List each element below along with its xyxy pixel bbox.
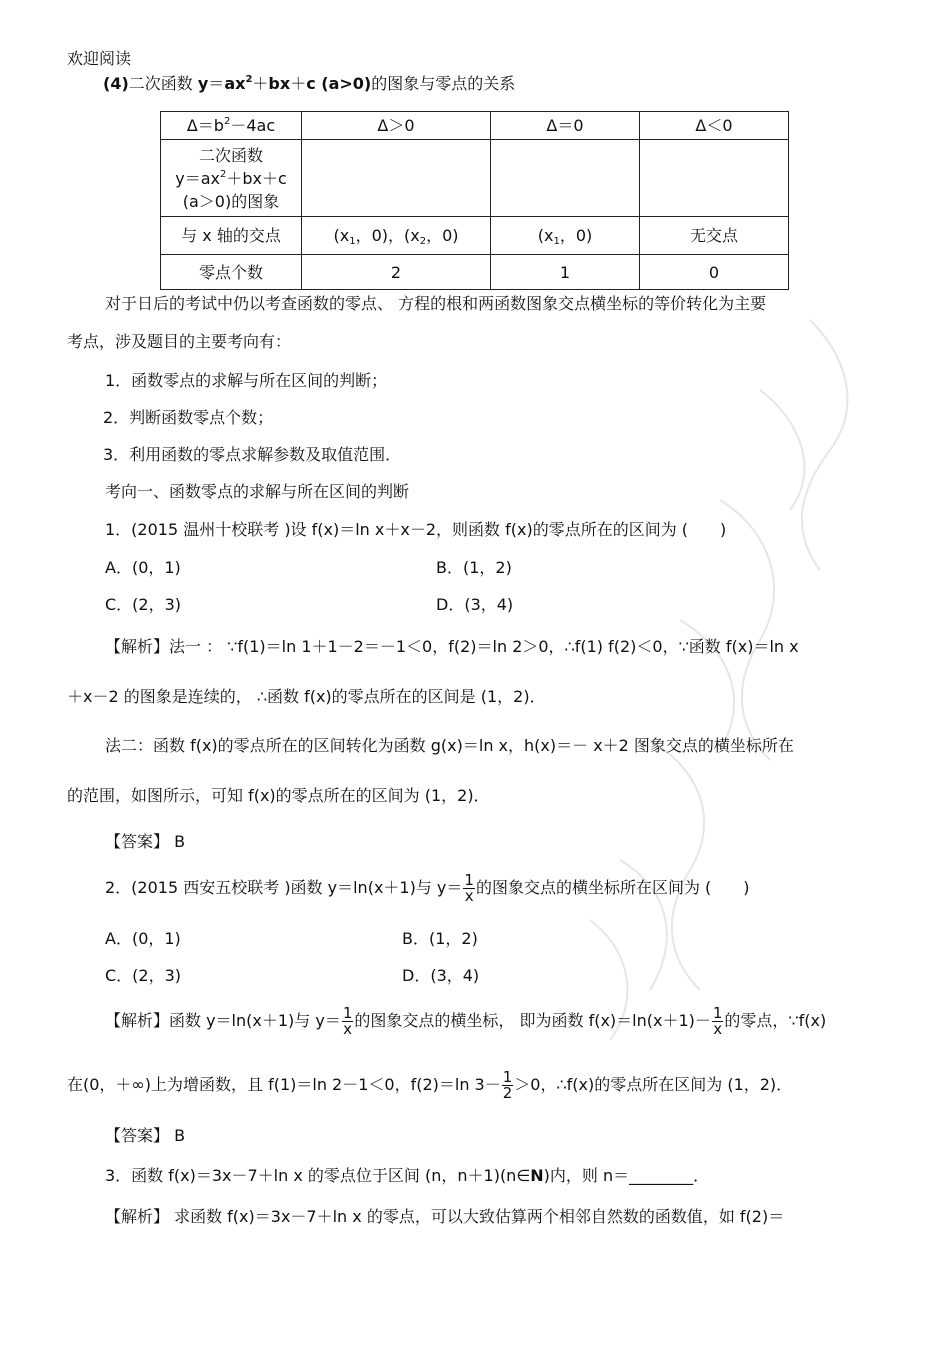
table-cell-count-zero: 1 bbox=[491, 255, 640, 290]
table-cell-intersection-negative: 无交点 bbox=[640, 217, 789, 255]
q2-stem: 2．(2015 西安五校联考 )函数 y＝ln(x＋1)与 y＝ $\frac{1}{x}$ 的图象交点的横坐标所在区间为 ( ) bbox=[105, 871, 750, 905]
table-cell-intersection-zero: ($x_1$，0) bbox=[491, 217, 640, 255]
fraction: $\frac{1}{x}$ bbox=[342, 1004, 353, 1038]
table-row bbox=[161, 255, 789, 290]
q1-option-b: B．(1，2) bbox=[436, 558, 512, 577]
table-header-negative: Δ＜0 bbox=[640, 112, 789, 140]
table-cell-graph-negative bbox=[640, 140, 789, 217]
q2-option-b: B．(1，2) bbox=[402, 929, 478, 948]
formula-y: y bbox=[197, 74, 209, 93]
q1-solution-line-3: 法二：函数 f(x)的零点所在的区间转化为函数 g(x)＝ln x，h(x)＝－ x＋2 图象交点的横坐标所在 bbox=[105, 736, 794, 755]
q2-option-d: D．(3，4) bbox=[402, 966, 480, 985]
table-header-delta: $\Delta=b^2-4ac$ bbox=[161, 112, 302, 140]
table-cell-graph-positive bbox=[302, 140, 491, 217]
discriminant-table bbox=[160, 111, 789, 290]
q3-solution: 【解析】 求函数 f(x)＝3x－7＋ln x 的零点，可以大致估算两个相邻自然数的函数值，如 f(2)＝ bbox=[105, 1207, 785, 1226]
q2-option-c: C．(2，3) bbox=[105, 966, 182, 985]
table-row bbox=[161, 112, 789, 140]
table-cell-count-negative: 0 bbox=[640, 255, 789, 290]
q1-solution-line-1: 【解析】法一 ： ∵f(1)＝ln 1＋1－2＝－1＜0，f(2)＝ln 2＞0，∴f(1) f(2)＜0，∵函数 f(x)＝ln x bbox=[105, 637, 799, 656]
q2-solution-line-2: 在(0，＋∞)上为增函数，且 f(1)＝ln 2－1＜0，f(2)＝ln 3－ $\frac{1}{2}$ ＞0，∴f(x)的零点所在区间为 (1，2)． bbox=[67, 1068, 793, 1102]
q3-stem: 3．函数 f(x)＝3x－7＋ln x 的零点位于区间 (n，n＋1)(n∈N)内，则 n＝________． bbox=[105, 1166, 710, 1185]
table-cell-graph-label: 二次函数 $y=ax^2+bx+c$ (a＞0)的图象 bbox=[161, 140, 302, 217]
formula-eq: ＝ bbox=[208, 74, 225, 93]
q2-answer: 【答案】 B bbox=[105, 1126, 186, 1145]
table-row bbox=[161, 217, 789, 255]
formula-ax: ax bbox=[224, 74, 246, 93]
section-title bbox=[103, 74, 515, 94]
q1-answer: 【答案】 B bbox=[105, 832, 186, 851]
q1-option-d: D．(3，4) bbox=[436, 595, 514, 614]
table-cell-intersection-label: 与 x 轴的交点 bbox=[161, 217, 302, 255]
q2-solution-line-1: 【解析】函数 y＝ln(x＋1)与 y＝ $\frac{1}{x}$ 的图象交点的横坐标， 即为函数 f(x)＝ln(x＋1)－ $\frac{1}{x}$ 的零点，∵f(x) bbox=[105, 1004, 827, 1038]
q1-solution-line-2: ＋x－2 的图象是连续的， ∴函数 f(x)的零点所在的区间是 (1，2)． bbox=[67, 687, 546, 706]
formula-c: c (a>0) bbox=[306, 74, 372, 93]
formula-plus2: ＋ bbox=[290, 74, 307, 93]
table-cell-intersection-positive: ($x_1$，0)，($x_2$，0) bbox=[302, 217, 491, 255]
direction-heading: 考向一、函数零点的求解与所在区间的判断 bbox=[105, 482, 410, 501]
fraction: $\frac{1}{2}$ bbox=[502, 1068, 513, 1102]
header-welcome: 欢迎阅读 bbox=[67, 49, 132, 68]
q1-option-a: A．(0，1) bbox=[105, 558, 181, 577]
section-text1: 二次函数 bbox=[128, 74, 198, 93]
table-cell-graph-zero bbox=[491, 140, 640, 217]
q1-stem: 1．(2015 温州十校联考 )设 f(x)＝ln x＋x－2，则函数 f(x)的零点所在的区间为 ( ) bbox=[105, 520, 727, 539]
list-item: 2．判断函数零点个数； bbox=[103, 408, 274, 427]
intro-line-1: 对于日后的考试中仍以考查函数的零点、 方程的根和两函数图象交点横坐标的等价转化为主要 bbox=[105, 294, 767, 313]
list-item: 3．利用函数的零点求解参数及取值范围． bbox=[103, 445, 402, 464]
list-item: 1．函数零点的求解与所在区间的判断； bbox=[105, 371, 388, 390]
section-text2: 的图象与零点的关系 bbox=[371, 74, 516, 93]
table-cell-count-label: 零点个数 bbox=[161, 255, 302, 290]
q1-solution-line-4: 的范围，如图所示，可知 f(x)的零点所在的区间为 (1，2)． bbox=[67, 786, 490, 805]
formula-exp: 2 bbox=[245, 74, 253, 85]
table-header-zero: Δ＝0 bbox=[491, 112, 640, 140]
formula-bx: bx bbox=[268, 74, 291, 93]
formula-plus1: ＋ bbox=[252, 74, 269, 93]
table-header-positive: Δ＞0 bbox=[302, 112, 491, 140]
watermark bbox=[560, 300, 900, 1060]
table-cell-count-positive: 2 bbox=[302, 255, 491, 290]
q1-option-c: C．(2，3) bbox=[105, 595, 182, 614]
q2-option-a: A．(0，1) bbox=[105, 929, 181, 948]
table-row bbox=[161, 140, 789, 217]
fraction: $\frac{1}{x}$ bbox=[464, 871, 474, 905]
section-number: (4) bbox=[103, 74, 129, 93]
intro-line-2: 考点，涉及题目的主要考向有： bbox=[67, 332, 292, 351]
fraction: $\frac{1}{x}$ bbox=[712, 1004, 723, 1038]
